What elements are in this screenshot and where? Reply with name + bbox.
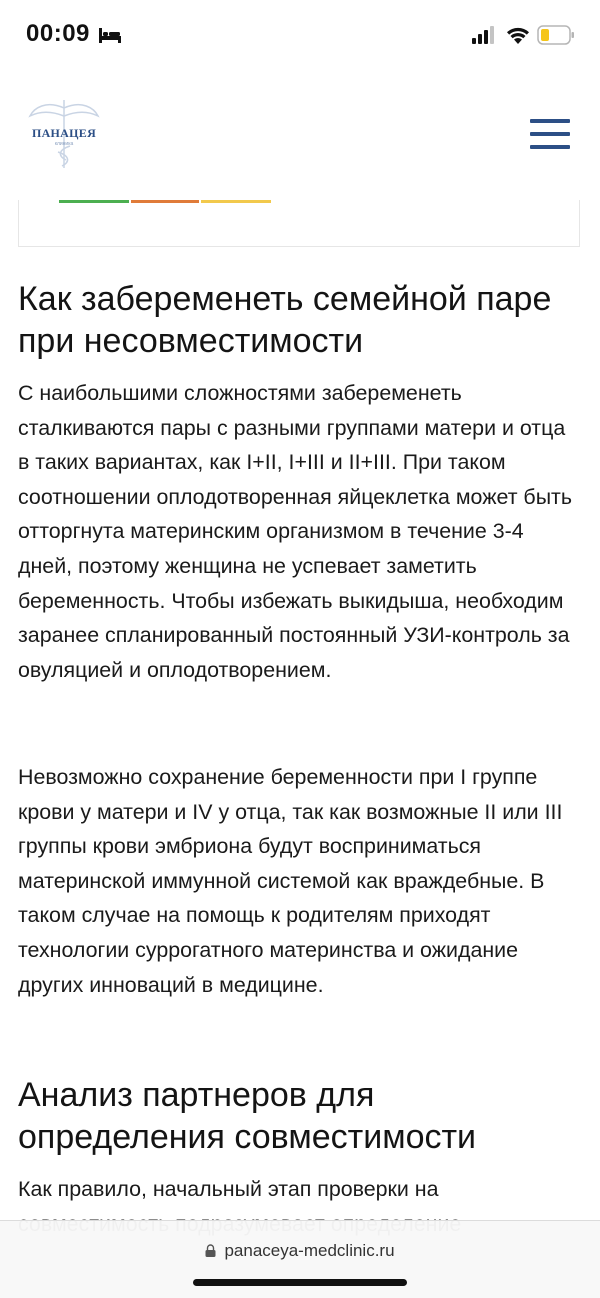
browser-address-bar[interactable] <box>0 1220 600 1298</box>
menu-icon-bar <box>530 132 570 136</box>
rating-bar-green <box>59 200 129 203</box>
site-header <box>0 72 600 200</box>
battery-icon <box>537 24 575 46</box>
cellular-signal-icon <box>472 26 498 44</box>
url-display[interactable] <box>0 1241 600 1261</box>
logo-subtext: клиника <box>54 141 74 147</box>
hamburger-menu-button[interactable] <box>528 117 572 151</box>
menu-icon-bar <box>530 119 570 123</box>
rating-bar-yellow <box>201 200 271 203</box>
section-heading: Анализ партнеров для определения совместимости <box>18 1076 477 1156</box>
clinic-logo[interactable] <box>26 98 102 170</box>
status-time: 00:09 <box>26 20 90 47</box>
status-bar <box>0 0 600 72</box>
content-card <box>18 200 580 247</box>
rating-bar-orange <box>131 200 199 203</box>
article-paragraph: Невозможно сохранение беременности при I группе крови у матери и IV у отца, так как возможные II или III группы крови эмбриона будут восприниматься материнской иммунной системой как враждебные. В таком случае на помощь к родителям приходят технологии суррогатного материнства и ожидание других инноваций в медицине. <box>18 765 563 997</box>
lock-icon <box>205 1244 216 1257</box>
menu-icon-bar <box>530 145 570 149</box>
bed-icon <box>98 26 122 44</box>
url-text: panaceya-medclinic.ru <box>224 1241 395 1260</box>
wifi-icon <box>505 23 531 45</box>
article-paragraph: С наибольшими сложностями забеременеть сталкиваются пары с разными группами матери и отца в таких вариантах, как I+II, I+III и II+III. При таком соотношении оплодотворенная яйцеклетка может быть отторгнута материнским организмом в течение 3-4 дней, поэтому женщина не успевает заметить беременность. Чтобы избежать выкидыша, необходим заранее спланированный постоянный УЗИ-контроль за овуляцией и оплодотворением. <box>18 381 573 682</box>
article-paragraph: Как правило, начальный этап проверки на <box>18 1177 439 1201</box>
section-heading: Как забеременеть семейной паре при несовместимости <box>18 280 552 360</box>
home-indicator[interactable] <box>193 1279 407 1286</box>
logo-text: ПАНАЦЕЯ <box>31 126 97 140</box>
